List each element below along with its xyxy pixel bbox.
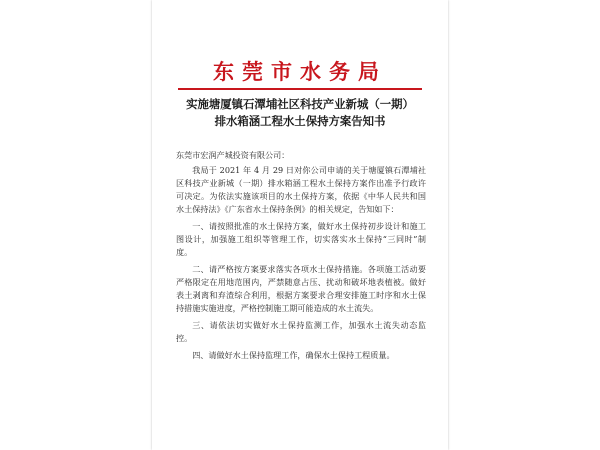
document-title xyxy=(152,96,448,130)
red-divider-line xyxy=(178,88,422,90)
document-body xyxy=(176,149,426,366)
title-line-1: 实施塘厦镇石潭埔社区科技产业新城（一期） xyxy=(186,97,414,111)
body-paragraph-item-4: 四、请做好水土保持监理工作，确保水土保持工程质量。 xyxy=(192,350,395,360)
body-paragraph-item-1: 一、请按照批准的水土保持方案，做好水土保持初步设计和施工图设计，加强施工组织等管理工作，切实落实水土保持“三同时”制度。 xyxy=(176,221,426,257)
body-paragraph-item-3: 三、请依法切实做好水土保持监测工作，加强水土流失动态监控。 xyxy=(176,320,426,343)
title-line-2: 排水箱涵工程水土保持方案告知书 xyxy=(214,114,386,128)
document-page xyxy=(152,0,448,450)
body-paragraph-item-2: 二、请严格按方案要求落实各项水土保持措施。各项施工活动要严格限定在用地范围内，严禁随意占压、扰动和破坏地表植被。做好表土剥离和弃渣综合利用，根据方案要求合理安排施工时序和水土保持措施实施进度，严格控制施工期可能造成的水土流失。 xyxy=(176,264,426,313)
issuer-header: 东莞市水务局 xyxy=(213,59,387,84)
addressee: 东莞市宏润产城投资有限公司： xyxy=(176,150,290,160)
body-paragraph-intro: 我局于 2021 年 4 月 29 日对你公司申请的关于塘厦镇石潭埔社区科技产业新城（一期）排水箱涵工程水土保持方案作出准予行政许可决定。为依法实施该项目的水土保持方案，依据《中华人民共和国水土保持法》《广东省水土保持条例》的相关规定，告知如下： xyxy=(176,165,426,214)
